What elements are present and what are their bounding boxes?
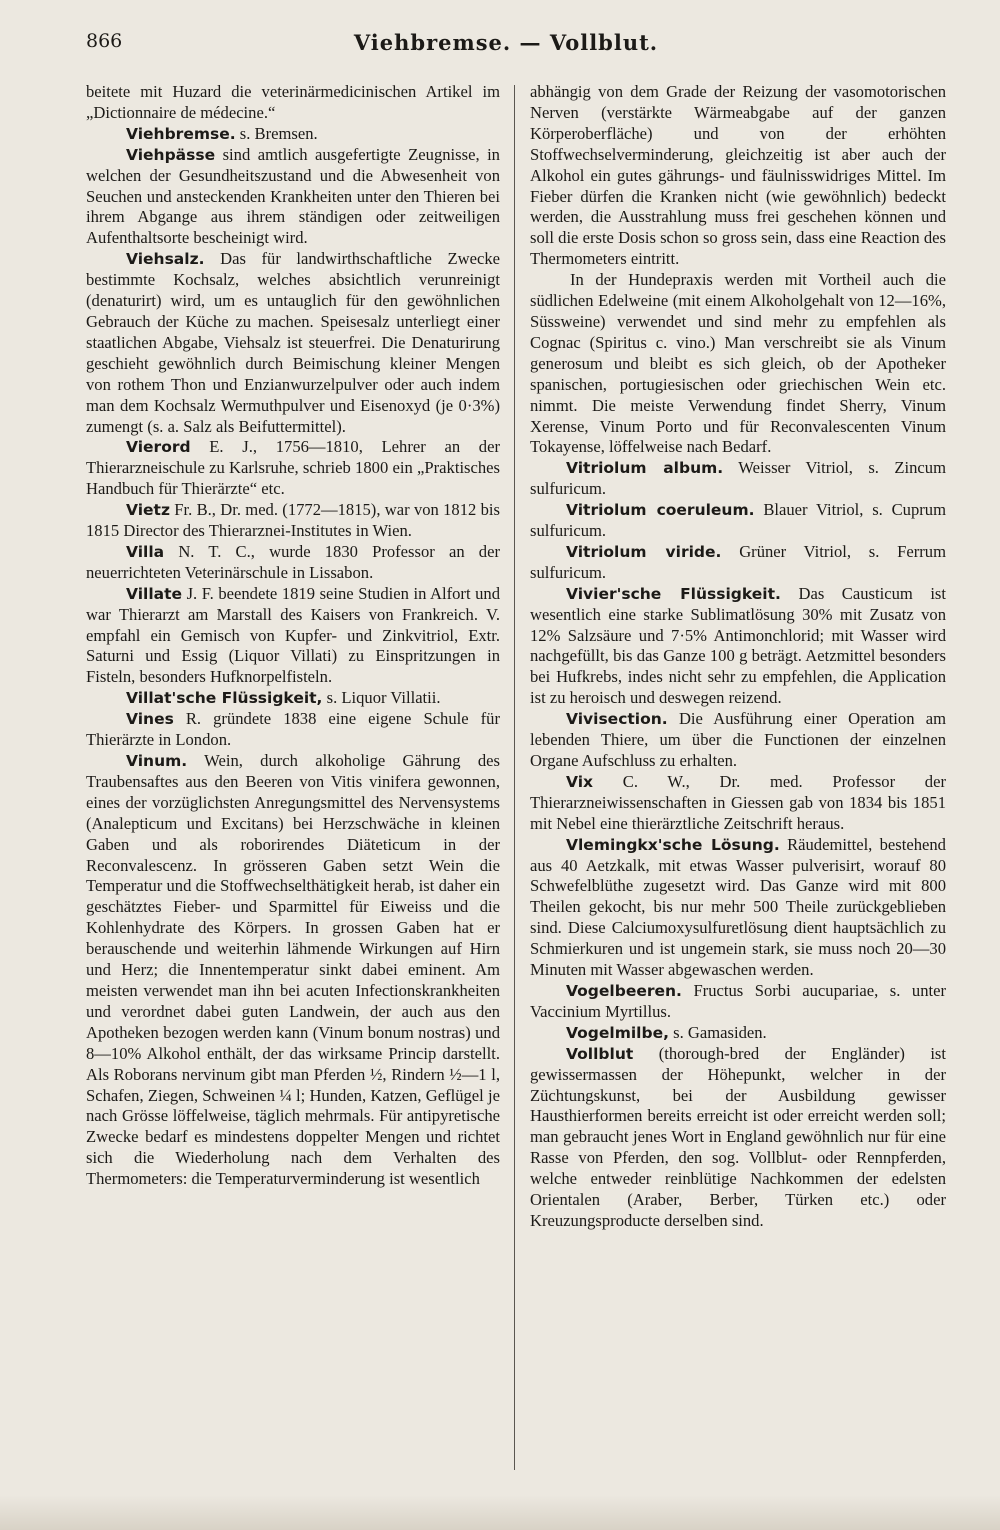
dictionary-entry [86, 542, 500, 584]
dictionary-entry [530, 1023, 946, 1044]
entry-headword: Villate [126, 584, 183, 603]
dictionary-entry [86, 709, 500, 751]
entry-headword: Villat'sche Flüssigkeit, [126, 689, 323, 708]
entry-headword: Vitriolum coeruleum. [566, 501, 755, 520]
entry-text: Weisser Vitriol, s. Zincum sulfuricum. [530, 458, 946, 499]
dictionary-entry [530, 835, 946, 981]
entry-text: J. F. beendete 1819 seine Studien in Alfort und war Thierarzt am Marstall des Kaisers von Frankreich. V. empfahl ein Gemisch von Kupfer- und Zinkvitriol, Extr. Saturni und Essig (Liquor Villati) zu Einspritzungen in Fisteln, besonders Hufknorpelfisteln. [86, 583, 500, 687]
entry-text: Das für landwirthschaftliche Zwecke bestimmte Kochsalz, welches absichtlich verunreinigt (denaturirt) wird, um es untauglich für den gewöhnlichen Gebrauch der Küche zu machen. Speisesalz unterliegt einer staatlichen Abgabe, Viehsalz ist steuerfrei. Die Denaturirung geschieht gewöhnlich durch Beimischung kleiner Mengen von rothem Thon und Enzianwurzelpulver oder auch indem man dem Kochsalz Wermuthpulver und Eisenoxyd (je 0·3%) zumengt (s. a. Salz als Beifuttermittel). [86, 249, 500, 436]
entry-text: N. T. C., wurde 1830 Professor an der neuerrichteten Veterinärschule in Lissabon. [86, 541, 500, 582]
entry-headword: Vitriolum viride. [566, 542, 722, 561]
dictionary-entry [530, 584, 946, 709]
entry-headword: Vivier'sche Flüssigkeit. [566, 584, 781, 603]
entry-text: Das Causticum ist wesentlich eine starke Sublimatlösung 30% mit Zusatz von 12% Salzsäure und 7·5% Antimonchlorid; mit Wasser wird nachgefüllt, bis das Ganze 100 g beträgt. Aetzmittel besonders bei Hufkrebs, indes nicht sehr zu empfehlen, die Application ist zu heroisch und deswegen reizend. [530, 583, 947, 708]
dictionary-entry [86, 688, 500, 709]
entry-text: Die Ausführung einer Operation am lebenden Thiere, um über die Functionen der einzelnen Organe Aufschluss zu erhalten. [530, 709, 946, 770]
dictionary-entry [530, 458, 946, 500]
running-head: Viehbremse. — Vollblut. [353, 30, 659, 55]
entry-text: Wein, durch alkoholige Gährung des Traubensaftes aus den Beeren von Vitis vinifera gewonnen, eines der vorzüglichsten Anregungsmittel des Nervensystems (Analepticum und Excitans) bei Herzschwäche in kleinen Gaben und als roborirendes Diäteticum in der Reconvalescenz. In grösseren Gaben setzt Wein die Temperatur und die Stoffwechselthätigkeit herab, ist daher ein geschätztes Fieber- und Sparmittel für Eiweiss und die Kohlenhydrate des Körpers. In grossen Gaben hat er berauschende und weiterhin lähmende Wirkungen auf Hirn und Herz; die Innentemperatur sinkt dabei eminent. Am meisten verwendet man ihn bei acuten Infectionskrankheiten und verordnet dabei guten Landwein, der auch aus den Apotheken bezogen werden kann (Vinum bonum nostras) und 8—10% Alkohol enthält, der das wirksame Princip darstellt. Als Roborans nervinum gibt man Pferden ½, Rindern ½—1 l, Schafen, Ziegen, Schweinen ¼ l; Hunden, Katzen, Geflügel je nach Grösse löffelweise, täglich mehrmals. Für antipyretische Zwecke bedarf es mindestens doppelter Mengen und richtet sich die Wiederholung nach dem Verhalten des Thermometers: die Temperaturverminderung ist wesentlich [86, 751, 500, 1189]
entry-text: Grüner Vitriol, s. Ferrum sulfuricum. [530, 541, 946, 582]
entry-headword: Viehpässe [126, 145, 216, 164]
entry-headword: Vierord [126, 438, 191, 457]
dictionary-entry [530, 270, 946, 458]
entry-text: abhängig von dem Grade der Reizung der vasomotorischen Nerven (verstärkte Wärmeabgabe auf der ganzen Körperoberfläche) und von der erhöhten Stoffwechselverminderung, gleichzeitig ist aber auch der Alkohol ein gutes gährungs- und fäulnisswidriges Mittel. Im Fieber dürfen die Kranken nicht (wie gewöhnlich) bedeckt werden, die Ausstrahlung muss frei geschehen können und soll die erste Dosis schon so gross sein, dass eine Reaction des Thermometers eintritt. [530, 82, 946, 269]
entry-headword: Vitriolum album. [566, 459, 724, 478]
dictionary-entry [530, 82, 946, 270]
page-bottom-edge [0, 1495, 1000, 1530]
page-header [86, 30, 926, 62]
dictionary-entry [530, 772, 946, 835]
left-column [86, 82, 500, 1190]
dictionary-entry [530, 542, 946, 584]
entry-text: E. J., 1756—1810, Lehrer an der Thierarzneischule zu Karlsruhe, schrieb 1800 ein „Praktisches Handbuch für Thierärzte“ etc. [86, 437, 500, 499]
entry-text: In der Hundepraxis werden mit Vortheil auch die südlichen Edelweine (mit einem Alkoholgehalt von 12—16%, Süssweine) verwendet und sind mehr zu empfehlen als Cognac (Spiritus c. vino.) Man verschreibt sie als Vinum generosum und bleibt es sich gleich, ob der Apotheker spanischen, portugiesischen oder griechischen Wein etc. nimmt. Die meiste Verwendung findet Sherry, Vinum Xerense, Vinum Porto und für Reconvalescenten Vinum Tokayense, löffelweise nach Bedarf. [530, 270, 946, 457]
entry-text: Räudemittel, bestehend aus 40 Aetzkalk, mit etwas Wasser pulverisirt, worauf 80 Schwefelblüthe zugesetzt wird. Das Ganze wird mit 800 Theilen gekocht, bis nur mehr 500 Theile zurückgeblieben sind. Diese Calciumoxysulfuretlösung dient hauptsächlich zu Schmierkuren und ist ungemein stark, sie muss noch 20—30 Minuten mit Wasser abgewaschen werden. [530, 834, 946, 980]
entry-text: Blauer Vitriol, s. Cuprum sulfuricum. [530, 500, 946, 541]
entry-text: Fr. B., Dr. med. (1772—1815), war von 1812 bis 1815 Director des Thierarznei-Institutes in Wien. [86, 500, 500, 541]
entry-text: s. Bremsen. [239, 123, 318, 143]
entry-text: sind amtlich ausgefertigte Zeugnisse, in welchen der Gesundheitszustand und die Abwesenheit von Seuchen und ansteckenden Krankheiten unter den Thieren bei ihrem Abgange aus ihrem ständigen oder zeitweiligen Aufenthaltsorte bescheinigt wird. [86, 144, 500, 248]
entry-text: Fructus Sorbi aucupariae, s. unter Vaccinium Myrtillus. [530, 980, 946, 1021]
entry-text: (thorough-bred der Engländer) ist gewissermassen der Höhepunkt, welcher in der Züchtungskunst, bei der Ausbildung gewisser Hausthierformen bereits erreicht ist oder erreicht werden soll; man gebraucht jenes Wort in England gewöhnlich nur für eine Rasse von Pferden, den sog. Vollblut- oder Rennpferden, welche entweder reinblütige Nachkommen der edelsten Orientalen (Araber, Berber, Türken etc.) oder Kreuzungsproducte derselben sind. [530, 1043, 946, 1230]
entry-headword: Villa [126, 542, 165, 561]
entry-text: s. Liquor Villatii. [326, 688, 441, 708]
dictionary-entry [86, 82, 500, 124]
dictionary-entry [86, 249, 500, 437]
entry-text: R. gründete 1838 eine eigene Schule für Thierärzte in London. [86, 709, 500, 750]
dictionary-entry [530, 1044, 946, 1232]
entry-headword: Vines [126, 710, 174, 729]
dictionary-entry [86, 124, 500, 145]
entry-text: s. Gamasiden. [673, 1022, 767, 1042]
dictionary-entry [86, 500, 500, 542]
entry-headword: Vogelbeeren. [566, 981, 682, 1000]
column-divider [514, 85, 515, 1470]
dictionary-entry [86, 751, 500, 1190]
dictionary-entry [86, 584, 500, 689]
entry-headword: Vivisection. [566, 710, 668, 729]
page-number: 866 [86, 30, 123, 52]
entry-headword: Vix [566, 772, 594, 791]
dictionary-entry [86, 437, 500, 500]
entry-text: beitete mit Huzard die veterinärmedicinischen Artikel im „Dictionnaire de médecine.“ [86, 82, 500, 122]
entry-text: C. W., Dr. med. Professor der Thierarzneiwissenschaften in Giessen gab von 1834 bis 1851 mit Nebel eine thierärztliche Zeitschrift heraus. [530, 771, 946, 833]
dictionary-entry [530, 500, 946, 542]
right-column [530, 82, 946, 1232]
dictionary-entry [530, 709, 946, 772]
entry-headword: Vollblut [566, 1044, 634, 1063]
entry-headword: Vietz [126, 501, 170, 520]
dictionary-entry [86, 145, 500, 250]
entry-headword: Vlemingkx'sche Lösung. [566, 835, 780, 854]
entry-headword: Viehbremse. [126, 124, 236, 143]
entry-headword: Viehsalz. [126, 250, 205, 269]
dictionary-entry [530, 981, 946, 1023]
entry-headword: Vinum. [126, 752, 188, 770]
entry-headword: Vogelmilbe, [566, 1023, 669, 1042]
